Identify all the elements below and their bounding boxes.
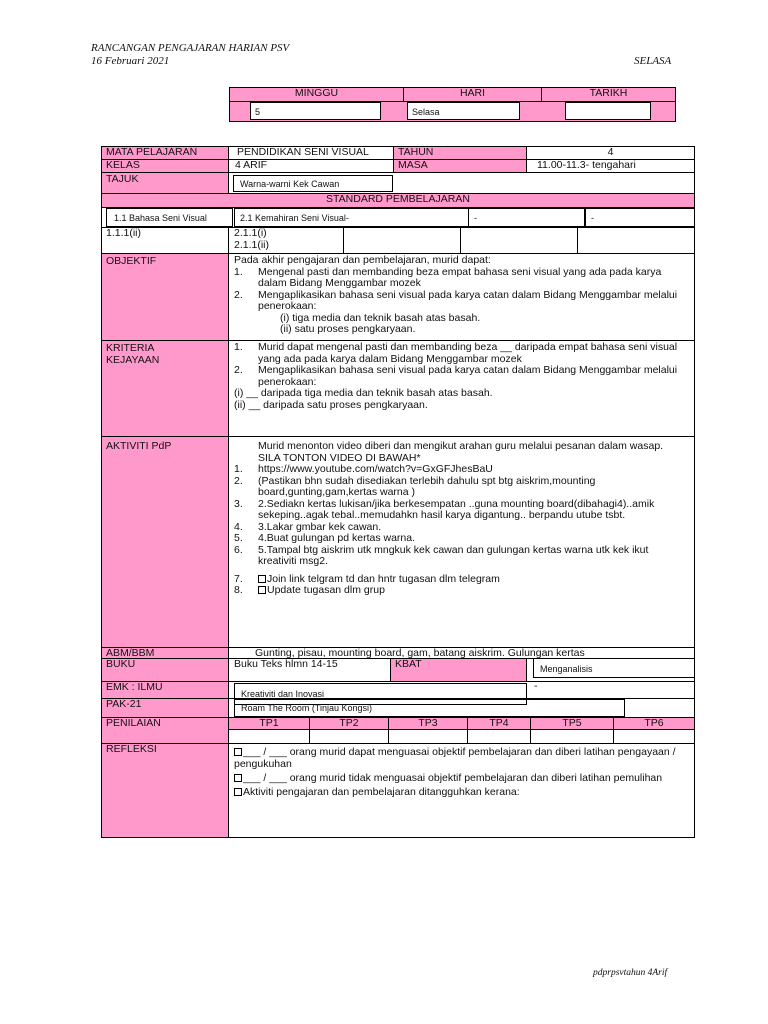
minggu-header: MINGGU [229, 87, 404, 102]
kriteria-label [101, 340, 229, 437]
standard-bsv: 1.1 Bahasa Seni Visual [106, 208, 233, 227]
penilaian-label: PENILAIAN [101, 717, 229, 744]
aktiviti-list [234, 464, 684, 568]
standard-pembelajaran-header: STANDARD PEMBELAJARAN [101, 193, 695, 208]
standard-code-b1: 2.1.1(i) [234, 227, 267, 239]
refleksi-content [228, 743, 695, 838]
masa-value: 11.00-11.3- tengahari [526, 159, 695, 173]
refleksi-line-2: ___ / ___ orang murid tidak menguasai objektif pembelajaran dan diberi latihan pemulihan [234, 772, 686, 784]
kriteria-sub-1: (i) __ daripada tiga media dan teknik basah atas basah. [234, 387, 493, 399]
kbat-label: KBAT [390, 658, 527, 682]
tp2-cell [309, 729, 389, 744]
list-item: 1. Mengenal pasti dan membanding beza empat bahasa seni visual yang ada pada karya dalam Bidang Menggambar mozek [234, 265, 662, 289]
mata-pelajaran-value: PENDIDIKAN SENI VISUAL [228, 146, 394, 160]
tp6-header: TP6 [613, 717, 695, 730]
tp3-header: TP3 [388, 717, 468, 730]
aktiviti-intro-1: Murid menonton video diberi dan mengikut arahan guru melalui pesanan dalam wasap. [258, 440, 664, 452]
standard-code-c [343, 227, 461, 254]
document-date: 16 Februari 2021 [91, 55, 170, 67]
tp1-header: TP1 [228, 717, 310, 730]
buku-value: Buku Teks hlmn 14-15 [228, 658, 391, 682]
hari-value: Selasa [407, 102, 520, 120]
checkbox-icon [234, 748, 242, 756]
kriteria-content [228, 340, 695, 437]
mata-pelajaran-label: MATA PELAJARAN [101, 146, 229, 160]
standard-ksv: 2.1 Kemahiran Seni Visual- [234, 208, 469, 227]
kbat-value: Menganalisis [533, 658, 695, 678]
kriteria-label-line2: KEJAYAAN [106, 353, 160, 366]
objektif-sub-2: (ii) satu proses pengkaryaan. [280, 323, 416, 335]
refleksi-line-3: Aktiviti pengajaran dan pembelajaran ditangguhkan kerana: [234, 786, 686, 798]
tahun-label: TAHUN [393, 146, 527, 160]
list-item: 3. 2.Sediakn kertas lukisan/jika berkesempatan ..guna mounting board(dibahagi4)..amik sekeping..agak tebal..memudahkn hasil karya digantung.. berpandu utube tsbt. [234, 497, 655, 521]
objektif-content [228, 253, 695, 341]
aktiviti-label: AKTIVITI PdP [101, 436, 229, 648]
tarikh-value [565, 102, 651, 120]
kelas-label: KELAS [101, 159, 229, 173]
standard-code-d [460, 227, 578, 254]
standard-code-b2: 2.1.1(ii) [234, 238, 270, 251]
objektif-intro: Pada akhir pengajaran dan pembelajaran, murid dapat: [234, 254, 491, 266]
tp5-cell [530, 729, 614, 744]
checkbox-icon [258, 575, 266, 583]
list-item: 4. 3.Lakar gmbar kek cawan. [234, 520, 382, 533]
footer-note: pdprpsvtahun 4Arif [593, 968, 668, 978]
refleksi-label: REFLEKSI [101, 743, 229, 838]
list-item: 6. 5.Tampal btg aiskrim utk mngkuk kek cawan dan gulungan kertas warna utk kek ikut kreativiti msg2. [234, 543, 649, 567]
list-item: 8. Update tugasan dlm grup [234, 584, 385, 596]
pak21-label: PAK-21 [101, 698, 229, 718]
kriteria-label-line1: KRITERIA [106, 342, 155, 354]
lesson-plan-table [101, 146, 695, 838]
standard-dash-1: - [468, 208, 585, 227]
minggu-value: 5 [250, 102, 381, 120]
checkbox-icon [258, 586, 266, 594]
tajuk-value: Warna-warni Kek Cawan [233, 175, 393, 192]
tahun-value: 4 [526, 146, 695, 160]
tp5-header: TP5 [530, 717, 614, 730]
document-title: RANCANGAN PENGAJARAN HARIAN PSV [91, 42, 290, 54]
aktiviti-content [228, 436, 695, 648]
list-item: 1. Murid dapat mengenal pasti dan membanding beza __ daripada empat bahasa seni visual yang ada pada karya dalam Bidang Menggambar mozek [234, 341, 678, 365]
list-item: 2. (Pastikan bhn sudah disediakan terlebih dahulu spt btg aiskrim,mounting board,gunting,gam,kertas warna ) [234, 474, 596, 498]
tarikh-header: TARIKH [541, 87, 676, 102]
standard-code-b [228, 227, 344, 254]
abm-value: Gunting, pisau, mounting board, gam, batang aiskrim. Gulungan kertas [228, 647, 695, 659]
aktiviti-list-2 [234, 574, 684, 597]
checkbox-icon [234, 774, 242, 782]
buku-label: BUKU [101, 658, 229, 682]
list-item: 1. https://www.youtube.com/watch?v=GxGFJhesBaU [234, 463, 493, 475]
list-item: 2. Mengaplikasikan bahasa seni visual pada karya catan dalam Bidang Menggambar melalui penerokaan: [234, 288, 678, 312]
refleksi-line-1: ___ / ___ orang murid dapat menguasai objektif pembelajaran dan diberi latihan pengayaan / pengukuhan [234, 746, 676, 770]
aktiviti-intro-2: SILA TONTON VIDEO DI BAWAH* [258, 451, 421, 464]
tp4-cell [467, 729, 531, 744]
kriteria-sub-2: (ii) __ daripada satu proses pengkaryaan. [234, 398, 428, 411]
tajuk-label: TAJUK [101, 172, 229, 194]
pak21-value: Roam The Room (Tinjau Kongsi) [234, 699, 625, 717]
objektif-list [234, 267, 686, 313]
kriteria-list [234, 342, 688, 388]
hari-header: HARI [403, 87, 542, 102]
standard-code-e [577, 227, 695, 254]
tp6-cell [613, 729, 695, 744]
list-item: 5. 4.Buat gulungan pd kertas warna. [234, 532, 416, 544]
emk-value: Kreativiti dan Inovasi [234, 683, 527, 705]
tp2-header: TP2 [309, 717, 389, 730]
emk-dash: - [534, 680, 538, 692]
tp1-cell [228, 729, 310, 744]
emk-label: EMK : ILMU [101, 681, 229, 699]
list-item: 2. Mengaplikasikan bahasa seni visual pada karya catan dalam Bidang Menggambar melalui penerokaan: [234, 364, 678, 388]
standard-dash-2: - [585, 208, 695, 227]
objektif-sub-1: (i) tiga media dan teknik basah atas basah. [280, 311, 481, 324]
abm-label: ABM/BBM [101, 647, 229, 659]
checkbox-icon [234, 788, 242, 796]
list-item: 7. Join link telgram td dan hntr tugasan dlm telegram [234, 572, 500, 585]
tp4-header: TP4 [467, 717, 531, 730]
masa-label: MASA [393, 159, 527, 173]
day-label: SELASA [634, 55, 672, 67]
kelas-value: 4 ARIF [228, 159, 394, 173]
tp3-cell [388, 729, 468, 744]
standard-code-a: 1.1.1(ii) [101, 227, 229, 254]
objektif-label: OBJEKTIF [101, 253, 229, 341]
schedule-table [229, 87, 676, 122]
